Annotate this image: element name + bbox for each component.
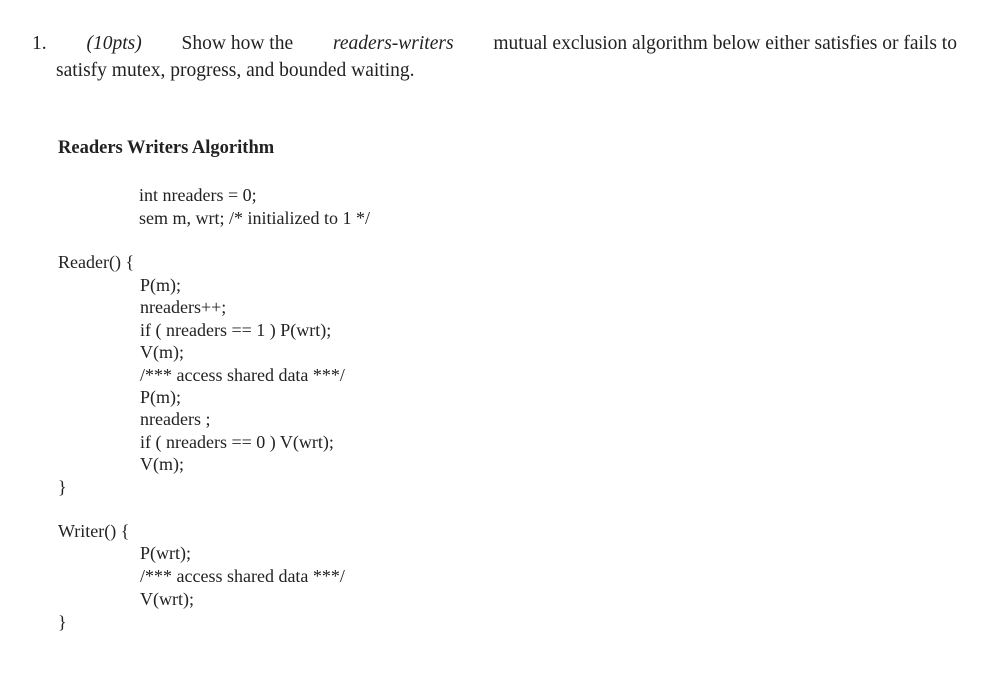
writer-body-line: V(wrt); <box>140 589 194 609</box>
writer-close: } <box>58 612 67 632</box>
reader-body-line: if ( nreaders == 1 ) P(wrt); <box>140 320 332 340</box>
question-line-2: satisfy mutex, progress, and bounded waiting. <box>56 60 415 81</box>
reader-body-line: V(m); <box>140 454 184 474</box>
question-number: 1. <box>32 33 47 54</box>
writer-body-line: /*** access shared data ***/ <box>140 566 345 586</box>
question-topic: readers-writers <box>332 33 454 54</box>
question-line-1 <box>32 30 957 57</box>
algorithm-title: Readers Writers Algorithm <box>58 138 275 158</box>
question-points: (10pts) <box>86 33 142 54</box>
reader-body-line: nreaders ; <box>140 409 211 429</box>
writer-header: Writer() { <box>58 521 130 541</box>
reader-close: } <box>58 477 67 497</box>
reader-header: Reader() { <box>58 252 135 272</box>
reader-body-line: if ( nreaders == 0 ) V(wrt); <box>140 432 334 452</box>
reader-body-line: /*** access shared data ***/ <box>140 365 345 385</box>
reader-body-line: P(m); <box>140 275 182 295</box>
reader-body-line: V(m); <box>140 342 184 362</box>
writer-body-line: P(wrt); <box>140 543 191 563</box>
decl-line: sem m, wrt; /* initialized to 1 */ <box>139 208 370 228</box>
decl-line: int nreaders = 0; <box>139 185 257 205</box>
reader-body-line: P(m); <box>140 387 182 407</box>
reader-body-line: nreaders++; <box>140 297 227 317</box>
question-text-b: mutual exclusion algorithm below either satisfies or fails to <box>493 33 957 54</box>
question-1 <box>32 30 957 84</box>
question-text-a: Show how the <box>181 33 294 54</box>
